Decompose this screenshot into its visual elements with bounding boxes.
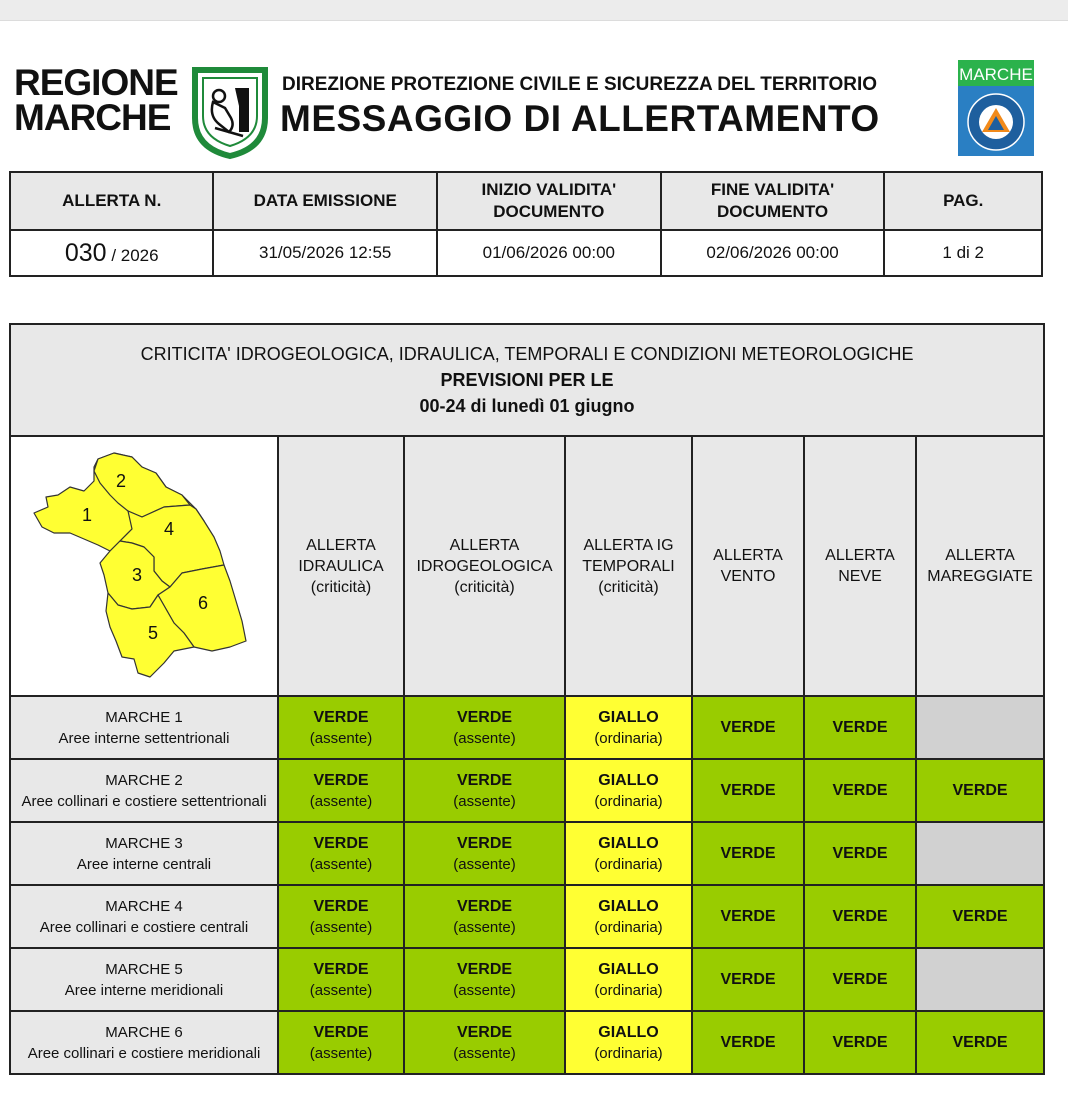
col-line1: ALLERTA bbox=[713, 547, 783, 564]
validity-start: 01/06/2026 00:00 bbox=[437, 230, 661, 276]
forecast-line-3: 00-24 di lunedì 01 giugno bbox=[419, 396, 635, 416]
zone-name: MARCHE 4 bbox=[105, 897, 183, 915]
alert-criticity: (ordinaria) bbox=[594, 729, 663, 747]
zone-row bbox=[10, 1011, 1044, 1074]
alert-level-cell bbox=[565, 759, 692, 822]
alert-level: VERDE bbox=[313, 1023, 369, 1041]
logo-line-1: REGIONE bbox=[14, 62, 178, 103]
zone-description: Aree collinari e costiere meridionali bbox=[27, 1044, 261, 1062]
alert-level: VERDE bbox=[313, 771, 369, 789]
zone-row bbox=[10, 948, 1044, 1011]
zone-name-cell bbox=[10, 696, 278, 759]
alert-level: VERDE bbox=[456, 834, 513, 852]
alert-criticity: (ordinaria) bbox=[594, 855, 663, 873]
column-header-neve bbox=[804, 436, 916, 696]
alert-criticity: (assente) bbox=[309, 1044, 373, 1062]
zone-row bbox=[10, 696, 1044, 759]
header-emission-date: DATA EMISSIONE bbox=[213, 172, 436, 230]
marche-map-icon bbox=[24, 441, 264, 691]
alert-level-cell bbox=[278, 1011, 404, 1074]
alert-criticity: (assente) bbox=[453, 729, 516, 747]
alert-criticity: (assente) bbox=[309, 981, 373, 999]
zone-name-cell bbox=[10, 822, 278, 885]
zone-rows bbox=[10, 696, 1044, 1074]
col-line1: ALLERTA bbox=[825, 547, 895, 564]
zone-name: MARCHE 6 bbox=[105, 1023, 183, 1041]
alert-level-cell bbox=[404, 948, 565, 1011]
col-line2: VENTO bbox=[720, 568, 776, 585]
zone-row bbox=[10, 759, 1044, 822]
alert-level: VERDE bbox=[832, 908, 888, 925]
alert-year: / 2026 bbox=[111, 245, 159, 265]
alert-level-cell bbox=[804, 948, 916, 1011]
map-label-1: 1 bbox=[82, 505, 93, 525]
page-number: 1 di 2 bbox=[884, 230, 1042, 276]
alert-level: GIALLO bbox=[598, 960, 659, 978]
alert-level-cell bbox=[804, 885, 916, 948]
alert-criticity: (assente) bbox=[453, 1044, 516, 1062]
logo-line-2: MARCHE bbox=[14, 97, 171, 138]
col-line2: NEVE bbox=[838, 568, 882, 585]
forecast-table bbox=[9, 323, 1045, 1075]
zone-name: MARCHE 2 bbox=[105, 771, 183, 789]
zone-map bbox=[10, 436, 278, 696]
alert-level-cell bbox=[404, 759, 565, 822]
alert-criticity: (assente) bbox=[453, 792, 516, 810]
alert-level-cell bbox=[804, 822, 916, 885]
alert-level-cell bbox=[278, 759, 404, 822]
alert-criticity: (ordinaria) bbox=[594, 918, 663, 936]
alert-criticity: (assente) bbox=[309, 855, 373, 873]
alert-level: VERDE bbox=[720, 845, 776, 862]
zone-name: MARCHE 5 bbox=[105, 960, 183, 978]
alert-level-cell bbox=[404, 1011, 565, 1074]
alert-level-cell bbox=[278, 948, 404, 1011]
alert-level-cell bbox=[404, 885, 565, 948]
zone-description: Aree collinari e costiere settentrionali bbox=[21, 792, 267, 810]
alert-criticity: (ordinaria) bbox=[594, 792, 663, 810]
alert-criticity: (assente) bbox=[309, 792, 373, 810]
emission-date: 31/05/2026 12:55 bbox=[213, 230, 436, 276]
alert-level-cell bbox=[916, 948, 1044, 1011]
column-header-mareggiate bbox=[916, 436, 1044, 696]
alert-level: VERDE bbox=[952, 782, 1008, 799]
zone-description: Aree interne settentrionali bbox=[58, 729, 230, 747]
alert-level: GIALLO bbox=[598, 771, 659, 789]
zone-name: MARCHE 1 bbox=[105, 708, 183, 726]
alert-level: VERDE bbox=[456, 708, 513, 726]
alert-level: VERDE bbox=[313, 897, 369, 915]
zone-description: Aree interne centrali bbox=[76, 855, 212, 873]
header-validity-start bbox=[437, 172, 661, 230]
alert-level: VERDE bbox=[456, 1023, 513, 1041]
alert-criticity: (assente) bbox=[453, 918, 516, 936]
alert-level: VERDE bbox=[313, 960, 369, 978]
alert-level: VERDE bbox=[456, 771, 513, 789]
alert-level: VERDE bbox=[720, 908, 776, 925]
alert-level: VERDE bbox=[456, 960, 513, 978]
alert-level-cell bbox=[692, 885, 804, 948]
alert-level-cell bbox=[804, 759, 916, 822]
alert-criticity: (assente) bbox=[453, 981, 516, 999]
alert-criticity: (assente) bbox=[309, 729, 373, 747]
alert-level: GIALLO bbox=[598, 834, 659, 852]
alert-level-cell bbox=[692, 1011, 804, 1074]
alert-level-cell bbox=[916, 1011, 1044, 1074]
alert-level: VERDE bbox=[832, 971, 888, 988]
alert-info-table bbox=[9, 171, 1043, 277]
alert-level: VERDE bbox=[832, 1034, 888, 1051]
alert-level-cell bbox=[916, 822, 1044, 885]
header-subtitle: DIREZIONE PROTEZIONE CIVILE E SICUREZZA DEL TERRITORIO bbox=[282, 74, 878, 95]
alert-level: VERDE bbox=[456, 897, 513, 915]
alert-level: VERDE bbox=[720, 719, 776, 736]
alert-level: VERDE bbox=[832, 719, 888, 736]
column-header-temporali bbox=[565, 436, 692, 696]
col-line3: (criticità) bbox=[454, 578, 515, 596]
regione-shield-icon bbox=[191, 66, 269, 160]
map-label-4: 4 bbox=[164, 519, 175, 539]
protezione-civile-logo-icon bbox=[958, 60, 1034, 156]
alert-level-cell bbox=[804, 1011, 916, 1074]
header-validity-start-text: INIZIO VALIDITA' DOCUMENTO bbox=[481, 180, 617, 221]
zone-name-cell bbox=[10, 885, 278, 948]
col-line2: IDROGEOLOGICA bbox=[416, 557, 553, 575]
header-page: PAG. bbox=[884, 172, 1042, 230]
top-bar bbox=[0, 0, 1068, 21]
alert-level-cell bbox=[692, 759, 804, 822]
alert-level-cell bbox=[278, 822, 404, 885]
alert-level-cell bbox=[565, 1011, 692, 1074]
alert-level-cell bbox=[565, 822, 692, 885]
column-header-idrogeologica bbox=[404, 436, 565, 696]
col-line1: ALLERTA IG bbox=[583, 536, 674, 554]
page-title: MESSAGGIO DI ALLERTAMENTO bbox=[280, 98, 880, 139]
map-label-6: 6 bbox=[198, 593, 209, 613]
regione-marche-logo bbox=[14, 62, 269, 160]
validity-end: 02/06/2026 00:00 bbox=[661, 230, 885, 276]
alert-level-cell bbox=[692, 948, 804, 1011]
col-line2: IDRAULICA bbox=[298, 557, 384, 575]
map-label-2: 2 bbox=[116, 471, 127, 491]
col-line1: ALLERTA bbox=[449, 536, 520, 554]
alert-level: VERDE bbox=[952, 1034, 1008, 1051]
zone-name-cell bbox=[10, 948, 278, 1011]
alert-criticity: (ordinaria) bbox=[594, 981, 663, 999]
alert-level-cell bbox=[565, 948, 692, 1011]
col-line1: ALLERTA bbox=[945, 547, 1015, 564]
col-line2: TEMPORALI bbox=[582, 557, 675, 575]
alert-level: VERDE bbox=[720, 1034, 776, 1051]
alert-level: VERDE bbox=[832, 782, 888, 799]
alert-criticity: (assente) bbox=[309, 918, 373, 936]
column-header-vento bbox=[692, 436, 804, 696]
alert-level: GIALLO bbox=[598, 897, 659, 915]
alert-number-cell bbox=[10, 230, 213, 276]
col-line2: MAREGGIATE bbox=[927, 568, 1033, 585]
alert-level: VERDE bbox=[832, 845, 888, 862]
alert-level-cell bbox=[916, 885, 1044, 948]
col-line3: (criticità) bbox=[598, 578, 659, 596]
alert-level: VERDE bbox=[952, 908, 1008, 925]
column-header-idraulica bbox=[278, 436, 404, 696]
col-line3: (criticità) bbox=[310, 578, 372, 596]
alert-level-cell bbox=[916, 696, 1044, 759]
header-alert-number: ALLERTA N. bbox=[10, 172, 213, 230]
alert-level-cell bbox=[565, 885, 692, 948]
map-label-3: 3 bbox=[132, 565, 143, 585]
alert-level: GIALLO bbox=[598, 1023, 659, 1041]
col-line1: ALLERTA bbox=[306, 536, 376, 554]
header-validity-end-text: FINE VALIDITA' DOCUMENTO bbox=[710, 180, 835, 221]
alert-level-cell bbox=[278, 696, 404, 759]
alert-level-cell bbox=[692, 696, 804, 759]
zone-description: Aree interne meridionali bbox=[64, 981, 224, 999]
alert-level-cell bbox=[916, 759, 1044, 822]
zone-name-cell bbox=[10, 759, 278, 822]
alert-level-cell bbox=[565, 696, 692, 759]
alert-level-cell bbox=[278, 885, 404, 948]
forecast-line-2: PREVISIONI PER LE bbox=[440, 370, 614, 390]
alert-level: GIALLO bbox=[598, 708, 659, 726]
forecast-title bbox=[10, 324, 1044, 436]
zone-name: MARCHE 3 bbox=[105, 834, 183, 852]
alert-level: VERDE bbox=[313, 708, 369, 726]
alert-level: VERDE bbox=[720, 782, 776, 799]
alert-level: VERDE bbox=[313, 834, 369, 852]
zone-row bbox=[10, 822, 1044, 885]
alert-criticity: (ordinaria) bbox=[594, 1044, 663, 1062]
zone-description: Aree collinari e costiere centrali bbox=[39, 918, 249, 936]
alert-criticity: (assente) bbox=[453, 855, 516, 873]
alert-level-cell bbox=[404, 822, 565, 885]
alert-level: VERDE bbox=[720, 971, 776, 988]
alert-level-cell bbox=[692, 822, 804, 885]
header-validity-end bbox=[661, 172, 885, 230]
zone-name-cell bbox=[10, 1011, 278, 1074]
alert-level-cell bbox=[804, 696, 916, 759]
logo-right-top-text: MARCHE bbox=[959, 65, 1033, 84]
alert-level-cell bbox=[404, 696, 565, 759]
map-label-5: 5 bbox=[148, 623, 159, 643]
zone-row bbox=[10, 885, 1044, 948]
forecast-line-1: CRITICITA' IDROGEOLOGICA, IDRAULICA, TEMPORALI E CONDIZIONI METEOROLOGICHE bbox=[140, 344, 914, 364]
alert-number: 030 bbox=[64, 238, 107, 267]
